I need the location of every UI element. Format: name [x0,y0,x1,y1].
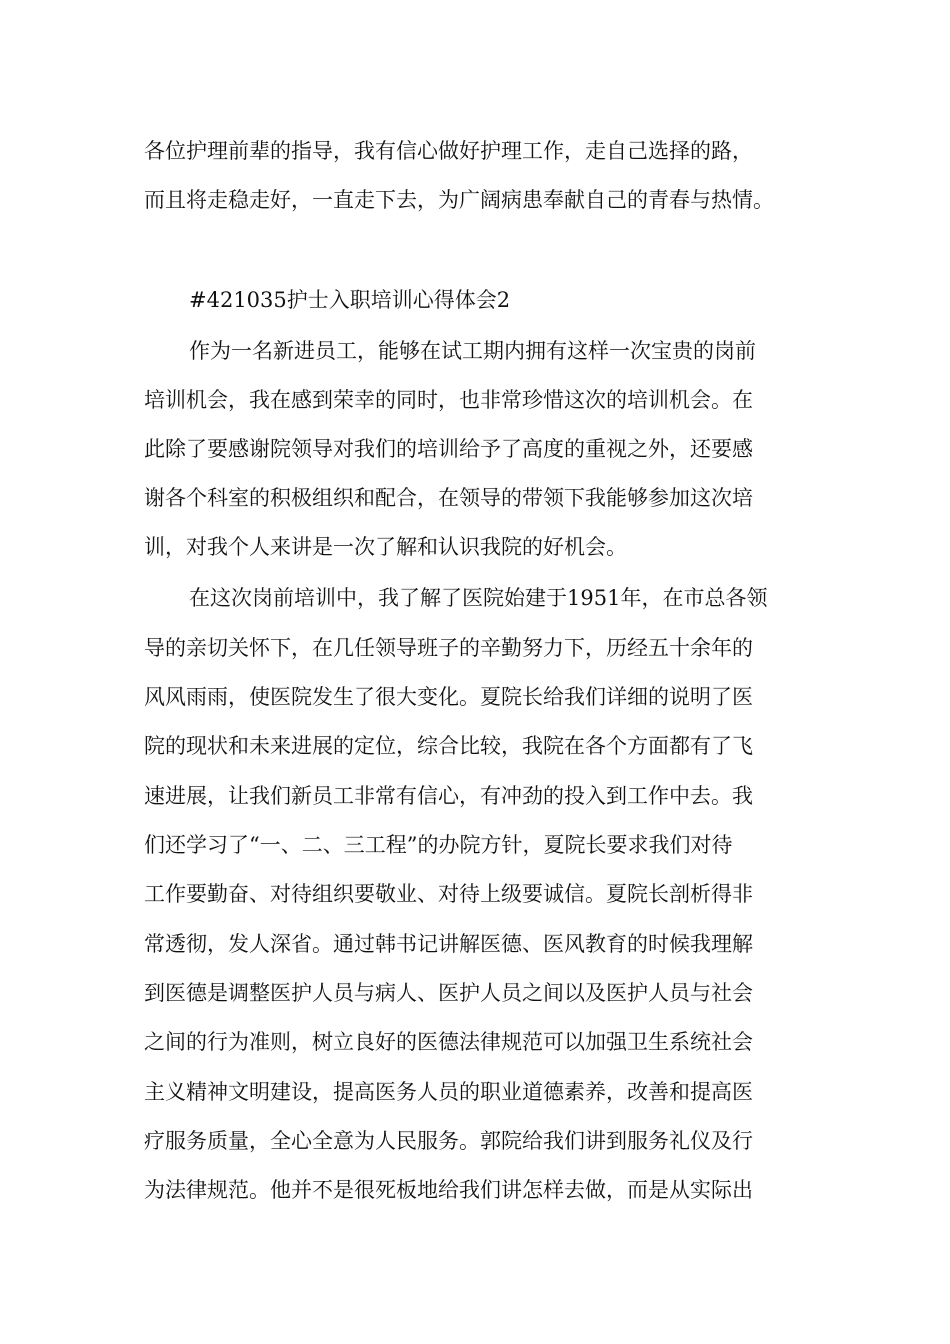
paragraph1-line-4: 谢各个科室的积极组织和配合，在领导的带领下我能够参加这次培 [144,486,753,510]
intro-line-1: 各位护理前辈的指导，我有信心做好护理工作，走自己选择的路， [144,139,753,163]
paragraph2-line-10: 之间的行为准则，树立良好的医德法律规范可以加强卫生系统社会 [144,1030,753,1054]
section-heading: #421035护士入职培训心得体会2 [189,288,511,312]
paragraph1-line-2: 培训机会，我在感到荣幸的同时，也非常珍惜这次的培训机会。在 [144,388,753,412]
paragraph2-line-8: 常透彻，发人深省。通过韩书记讲解医德、医风教育的时候我理解 [144,932,753,956]
paragraph2-line-6: 们还学习了“一、二、三工程”的办院方针，夏院长要求我们对待 [144,833,733,857]
paragraph2-line-11: 主义精神文明建设，提高医务人员的职业道德素养，改善和提高医 [144,1080,753,1104]
paragraph2-line-13: 为法律规范。他并不是很死板地给我们讲怎样去做，而是从实际出 [144,1178,753,1202]
paragraph2-line-12: 疗服务质量，全心全意为人民服务。郭院给我们讲到服务礼仪及行 [144,1129,753,1153]
paragraph1-line-1: 作为一名新进员工，能够在试工期内拥有这样一次宝贵的岗前 [189,339,756,363]
intro-line-2: 而且将走稳走好，一直走下去，为广阔病患奉献自己的青春与热情。 [144,188,774,212]
paragraph2-line-7: 工作要勤奋、对待组织要敬业、对待上级要诚信。夏院长剖析得非 [144,882,753,906]
paragraph2-line-9: 到医德是调整医护人员与病人、医护人员之间以及医护人员与社会 [144,981,753,1005]
paragraph2-line-1: 在这次岗前培训中，我了解了医院始建于1951年，在市总各领 [189,586,768,610]
paragraph2-line-5: 速进展，让我们新员工非常有信心，有冲劲的投入到工作中去。我 [144,784,753,808]
paragraph2-line-3: 风风雨雨，使医院发生了很大变化。夏院长给我们详细的说明了医 [144,685,753,709]
paragraph1-line-5: 训，对我个人来讲是一次了解和认识我院的好机会。 [144,535,627,559]
paragraph2-line-4: 院的现状和未来进展的定位，综合比较，我院在各个方面都有了飞 [144,734,753,758]
paragraph2-line-2: 导的亲切关怀下，在几任领导班子的辛勤努力下，历经五十余年的 [144,636,753,660]
paragraph1-line-3: 此除了要感谢院领导对我们的培训给予了高度的重视之外，还要感 [144,437,753,461]
